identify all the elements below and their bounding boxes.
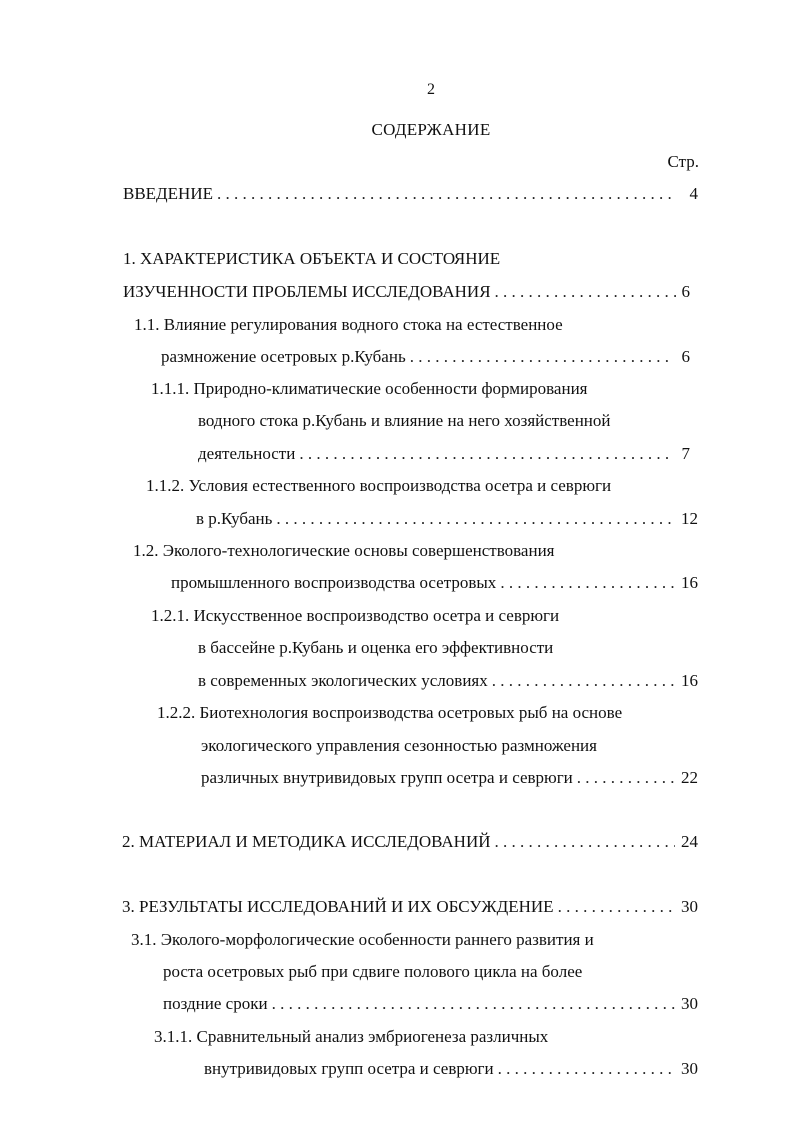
toc-entry-chapter-2: [122, 831, 698, 853]
toc-entry-page: 22: [681, 768, 698, 787]
dot-leader: [500, 572, 675, 594]
toc-entry-page: 16: [681, 671, 698, 690]
dot-leader: [276, 508, 674, 530]
toc-entry-page: 6: [681, 347, 690, 366]
toc-entry-page: 12: [681, 509, 698, 528]
dot-leader: [498, 1058, 675, 1080]
toc-entry-introduction: [123, 183, 698, 205]
toc-entry-text: в современных экологических условиях: [198, 671, 488, 690]
toc-entry-1-1-1-line1: 1.1.1. Природно-климатические особенности формирования: [151, 379, 588, 398]
toc-entry-1-1-line1: 1.1. Влияние регулирования водного стока на естественное: [134, 315, 563, 334]
toc-entry-1-2-line1: 1.2. Эколого-технологические основы совершенствования: [133, 541, 555, 560]
dot-leader: [577, 767, 675, 789]
toc-entry-page: 16: [681, 573, 698, 592]
dot-leader: [558, 896, 675, 918]
dot-leader: [495, 281, 676, 303]
dot-leader: [272, 993, 675, 1015]
dot-leader: [410, 346, 673, 368]
toc-entry-page: 30: [681, 1059, 698, 1078]
toc-entry-page: 30: [681, 994, 698, 1013]
toc-entry-page: 30: [681, 897, 698, 916]
toc-entry-1-1-1: [198, 443, 690, 465]
toc-entry-text: 3. РЕЗУЛЬТАТЫ ИССЛЕДОВАНИЙ И ИХ ОБСУЖДЕНИЕ: [122, 897, 554, 916]
toc-entry-1-2-1: [198, 670, 698, 692]
toc-entry-3-1-line2: роста осетровых рыб при сдвиге полового цикла на более: [163, 962, 583, 981]
toc-entry-chapter-1-line1: 1. ХАРАКТЕРИСТИКА ОБЪЕКТА И СОСТОЯНИЕ: [123, 249, 501, 268]
dot-leader: [217, 183, 672, 205]
toc-entry-page: 24: [681, 832, 698, 851]
toc-entry-3-1-1-line1: 3.1.1. Сравнительный анализ эмбриогенеза различных: [154, 1027, 549, 1046]
toc-entry-chapter-3: [122, 896, 698, 918]
toc-entry-page: 4: [689, 184, 698, 203]
dot-leader: [492, 670, 675, 692]
page-title: СОДЕРЖАНИЕ: [371, 120, 491, 139]
page-column-label: Стр.: [667, 152, 699, 171]
toc-entry-1-2-1-line1: 1.2.1. Искусственное воспроизводство осетра и севрюги: [151, 606, 560, 625]
toc-entry-text: 2. МАТЕРИАЛ И МЕТОДИКА ИССЛЕДОВАНИЙ: [122, 832, 491, 851]
toc-entry-1-1: [161, 346, 690, 368]
toc-entry-text: деятельности: [198, 444, 296, 463]
toc-entry-1-1-2-line1: 1.1.2. Условия естественного воспроизводства осетра и севрюги: [146, 476, 612, 495]
dot-leader: [495, 831, 675, 853]
toc-entry-1-2-2-line1: 1.2.2. Биотехнология воспроизводства осетровых рыб на основе: [157, 703, 623, 722]
toc-entry-text: внутривидовых групп осетра и севрюги: [204, 1059, 494, 1078]
toc-entry-1-2-2: [201, 767, 698, 789]
toc-entry-text: различных внутривидовых групп осетра и севрюги: [201, 768, 573, 787]
toc-entry-3-1-line1: 3.1. Эколого-морфологические особенности раннего развития и: [131, 930, 594, 949]
toc-entry-3-1: [163, 993, 698, 1015]
toc-entry-1-1-1-line2: водного стока р.Кубань и влияние на него хозяйственной: [198, 411, 611, 430]
toc-entry-1-1-2: [196, 508, 698, 530]
toc-entry-chapter-1: [123, 281, 690, 303]
toc-entry-text: размножение осетровых р.Кубань: [161, 347, 406, 366]
toc-entry-text: промышленного воспроизводства осетровых: [171, 573, 497, 592]
toc-entry-text: ИЗУЧЕННОСТИ ПРОБЛЕМЫ ИССЛЕДОВАНИЯ: [123, 282, 491, 301]
toc-entry-text: поздние сроки: [163, 994, 268, 1013]
toc-entry-text: ВВЕДЕНИЕ: [123, 184, 213, 203]
toc-entry-3-1-1: [204, 1058, 698, 1080]
toc-entry-1-2-1-line2: в бассейне р.Кубань и оценка его эффективности: [198, 638, 554, 657]
toc-entry-page: 6: [681, 282, 690, 301]
page-number: 2: [427, 81, 435, 98]
toc-entry-1-2-2-line2: экологического управления сезонностью размножения: [201, 736, 597, 755]
toc-entry-page: 7: [681, 444, 690, 463]
toc-entry-text: в р.Кубань: [196, 509, 273, 528]
toc-entry-1-2: [171, 572, 698, 594]
dot-leader: [299, 443, 668, 465]
